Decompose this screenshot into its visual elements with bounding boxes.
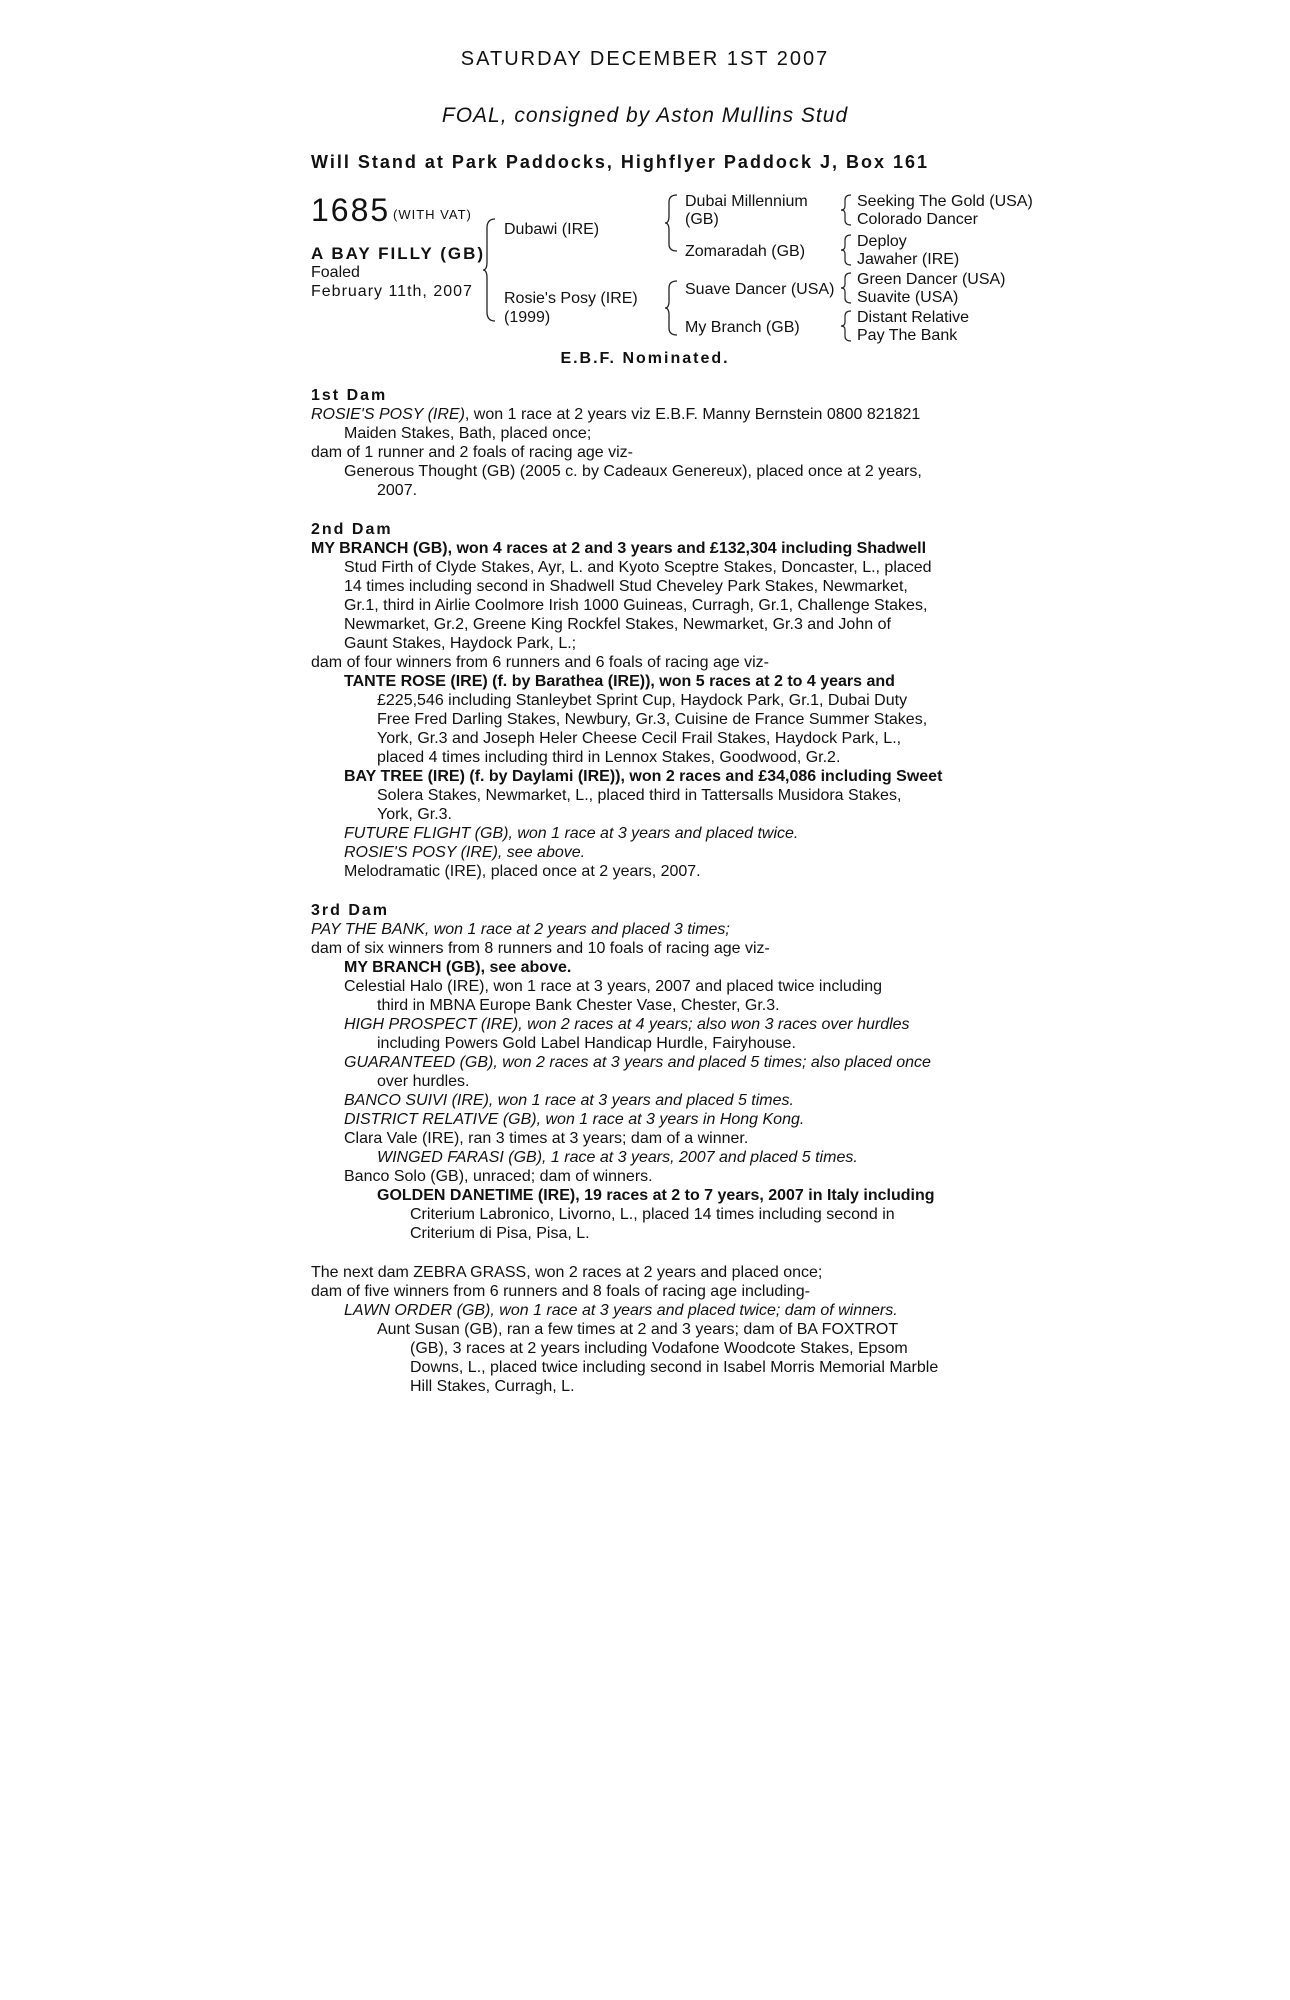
third-dam-line: BANCO SUIVI (IRE), won 1 race at 3 years and placed 5 times. bbox=[344, 1092, 794, 1109]
third-dam-line: Criterium Labronico, Livorno, L., placed 14 times including second in bbox=[410, 1206, 895, 1223]
next-dam-line: dam of five winners from 6 runners and 8 foals of racing age including- bbox=[311, 1283, 810, 1300]
second-dam-line: ROSIE'S POSY (IRE), see above. bbox=[344, 844, 586, 861]
consignment-line: FOAL, consigned by Aston Mullins Stud bbox=[441, 104, 849, 127]
second-dam-line: York, Gr.3 and Joseph Heler Cheese Cecil Frail Stakes, Haydock Park, L., bbox=[377, 730, 902, 747]
second-dam-line: Gr.1, third in Airlie Coolmore Irish 1000 Guineas, Curragh, Gr.1, Challenge Stakes, bbox=[344, 597, 928, 614]
first-dam-line: 2007. bbox=[377, 482, 418, 499]
second-dam-line: 14 times including second in Shadwell Stud Cheveley Park Stakes, Newmarket, bbox=[344, 578, 908, 595]
pedigree-dam-sire: Suave Dancer (USA) bbox=[685, 281, 835, 298]
pedigree-brace-dam bbox=[665, 280, 679, 336]
foaled-label: Foaled bbox=[311, 264, 360, 281]
pedigree-dss: Green Dancer (USA) bbox=[857, 271, 1006, 288]
third-dam-line: MY BRANCH (GB), see above. bbox=[344, 959, 572, 976]
third-dam-line: dam of six winners from 8 runners and 10 foals of racing age viz- bbox=[311, 940, 770, 957]
first-dam-record: , won 1 race at 2 years viz E.B.F. Manny Bernstein 0800 821821 bbox=[464, 406, 921, 423]
third-dam-line: DISTRICT RELATIVE (GB), won 1 race at 3 years in Hong Kong. bbox=[344, 1111, 805, 1128]
pedigree-brace-sire bbox=[665, 194, 679, 252]
third-dam-line: HIGH PROSPECT (IRE), won 2 races at 4 years; also won 3 races over hurdles bbox=[344, 1016, 910, 1033]
pedigree-brace-ds bbox=[841, 272, 853, 304]
second-dam-line: Newmarket, Gr.2, Greene King Rockfel Stakes, Newmarket, Gr.3 and John of bbox=[344, 616, 891, 633]
pedigree-brace-ss bbox=[841, 194, 853, 226]
first-dam-section bbox=[311, 386, 981, 500]
third-dam-section bbox=[311, 901, 981, 1243]
vat-note: (WITH VAT) bbox=[393, 207, 472, 222]
next-dam-line: The next dam ZEBRA GRASS, won 2 races at 2 years and placed once; bbox=[311, 1264, 823, 1281]
second-dam-line: FUTURE FLIGHT (GB), won 1 race at 3 years and placed twice. bbox=[344, 825, 799, 842]
third-dam-line: GOLDEN DANETIME (IRE), 19 races at 2 to 7 years, 2007 in Italy including bbox=[377, 1187, 935, 1204]
stand-location: Will Stand at Park Paddocks, Highflyer Paddock J, Box 161 bbox=[311, 152, 929, 172]
first-dam-name: ROSIE'S POSY (IRE) bbox=[311, 406, 465, 423]
third-dam-line: Celestial Halo (IRE), won 1 race at 3 years, 2007 and placed twice including bbox=[344, 978, 883, 995]
lot-number: 1685 bbox=[311, 192, 391, 228]
third-dam-line: Banco Solo (GB), unraced; dam of winners. bbox=[344, 1168, 653, 1185]
pedigree-brace-dd bbox=[841, 310, 853, 342]
first-dam-line: dam of 1 runner and 2 foals of racing age viz- bbox=[311, 444, 633, 461]
third-dam-line: GUARANTEED (GB), won 2 races at 3 years and placed 5 times; also placed once bbox=[344, 1054, 931, 1071]
sale-date: SATURDAY DECEMBER 1ST 2007 bbox=[460, 48, 830, 70]
pedigree-dam-dam: My Branch (GB) bbox=[685, 319, 800, 336]
pedigree-dds: Distant Relative bbox=[857, 309, 970, 326]
pedigree-sire: Dubawi (IRE) bbox=[504, 221, 600, 238]
second-dam-line: placed 4 times including third in Lennox Stakes, Goodwood, Gr.2. bbox=[377, 749, 841, 766]
pedigree-dam: Rosie's Posy (IRE) bbox=[504, 290, 638, 307]
next-dam-line: Hill Stakes, Curragh, L. bbox=[410, 1378, 575, 1395]
pedigree-sdd: Jawaher (IRE) bbox=[857, 251, 960, 268]
pedigree-sds: Deploy bbox=[857, 233, 907, 250]
second-dam-line: Melodramatic (IRE), placed once at 2 years, 2007. bbox=[344, 863, 701, 880]
pedigree-brace-sd bbox=[841, 234, 853, 266]
second-dam-line: Free Fred Darling Stakes, Newbury, Gr.3, Cuisine de France Summer Stakes, bbox=[377, 711, 928, 728]
second-dam-section bbox=[311, 520, 981, 881]
lot-description: A BAY FILLY (GB) bbox=[311, 244, 486, 263]
third-dam-line: Clara Vale (IRE), ran 3 times at 3 years; dam of a winner. bbox=[344, 1130, 749, 1147]
second-dam-line: £225,546 including Stanleybet Sprint Cup, Haydock Park, Gr.1, Dubai Duty bbox=[377, 692, 908, 709]
third-dam-heading: 3rd Dam bbox=[311, 902, 390, 919]
third-dam-line: WINGED FARASI (GB), 1 race at 3 years, 2007 and placed 5 times. bbox=[377, 1149, 858, 1166]
next-dam-line: (GB), 3 races at 2 years including Vodafone Woodcote Stakes, Epsom bbox=[410, 1340, 908, 1357]
first-dam-heading: 1st Dam bbox=[311, 387, 388, 404]
next-dam-line: LAWN ORDER (GB), won 1 race at 3 years and placed twice; dam of winners. bbox=[344, 1302, 898, 1319]
pedigree-brace-main bbox=[483, 218, 497, 322]
pedigree-ddd: Pay The Bank bbox=[857, 327, 958, 344]
pedigree-ssd: Colorado Dancer bbox=[857, 211, 978, 228]
third-dam-line: including Powers Gold Label Handicap Hurdle, Fairyhouse. bbox=[377, 1035, 796, 1052]
first-dam-line: Generous Thought (GB) (2005 c. by Cadeaux Genereux), placed once at 2 years, bbox=[344, 463, 922, 480]
pedigree-dsd: Suavite (USA) bbox=[857, 289, 959, 306]
next-dam-section bbox=[311, 1263, 981, 1396]
next-dam-line: Downs, L., placed twice including second in Isabel Morris Memorial Marble bbox=[410, 1359, 939, 1376]
pedigree-sire-sire-country: (GB) bbox=[685, 211, 719, 228]
third-dam-line: over hurdles. bbox=[377, 1073, 470, 1090]
foaled-date: February 11th, 2007 bbox=[311, 283, 473, 300]
ebf-nominated: E.B.F. Nominated. bbox=[560, 350, 730, 367]
second-dam-line: BAY TREE (IRE) (f. by Daylami (IRE)), won 2 races and £34,086 including Sweet bbox=[344, 768, 943, 785]
pedigree-sire-sire: Dubai Millennium bbox=[685, 193, 808, 210]
next-dam-line: Aunt Susan (GB), ran a few times at 2 and 3 years; dam of BA FOXTROT bbox=[377, 1321, 899, 1338]
second-dam-line: MY BRANCH (GB), won 4 races at 2 and 3 years and £132,304 including Shadwell bbox=[311, 540, 927, 557]
second-dam-heading: 2nd Dam bbox=[311, 521, 393, 538]
pedigree-sss: Seeking The Gold (USA) bbox=[857, 193, 1033, 210]
first-dam-line bbox=[311, 405, 981, 424]
pedigree-sire-dam: Zomaradah (GB) bbox=[685, 243, 806, 260]
third-dam-line: Criterium di Pisa, Pisa, L. bbox=[410, 1225, 590, 1242]
second-dam-line: dam of four winners from 6 runners and 6 foals of racing age viz- bbox=[311, 654, 769, 671]
pedigree-dam-year: (1999) bbox=[504, 309, 551, 326]
second-dam-line: York, Gr.3. bbox=[377, 806, 452, 823]
second-dam-line: Gaunt Stakes, Haydock Park, L.; bbox=[344, 635, 577, 652]
second-dam-line: Stud Firth of Clyde Stakes, Ayr, L. and Kyoto Sceptre Stakes, Doncaster, L., placed bbox=[344, 559, 932, 576]
catalogue-body bbox=[311, 386, 981, 1396]
third-dam-line: third in MBNA Europe Bank Chester Vase, Chester, Gr.3. bbox=[377, 997, 780, 1014]
third-dam-line: PAY THE BANK, won 1 race at 2 years and placed 3 times; bbox=[311, 921, 730, 938]
second-dam-line: Solera Stakes, Newmarket, L., placed third in Tattersalls Musidora Stakes, bbox=[377, 787, 902, 804]
first-dam-line: Maiden Stakes, Bath, placed once; bbox=[344, 425, 592, 442]
second-dam-line: TANTE ROSE (IRE) (f. by Barathea (IRE)), won 5 races at 2 to 4 years and bbox=[344, 673, 895, 690]
